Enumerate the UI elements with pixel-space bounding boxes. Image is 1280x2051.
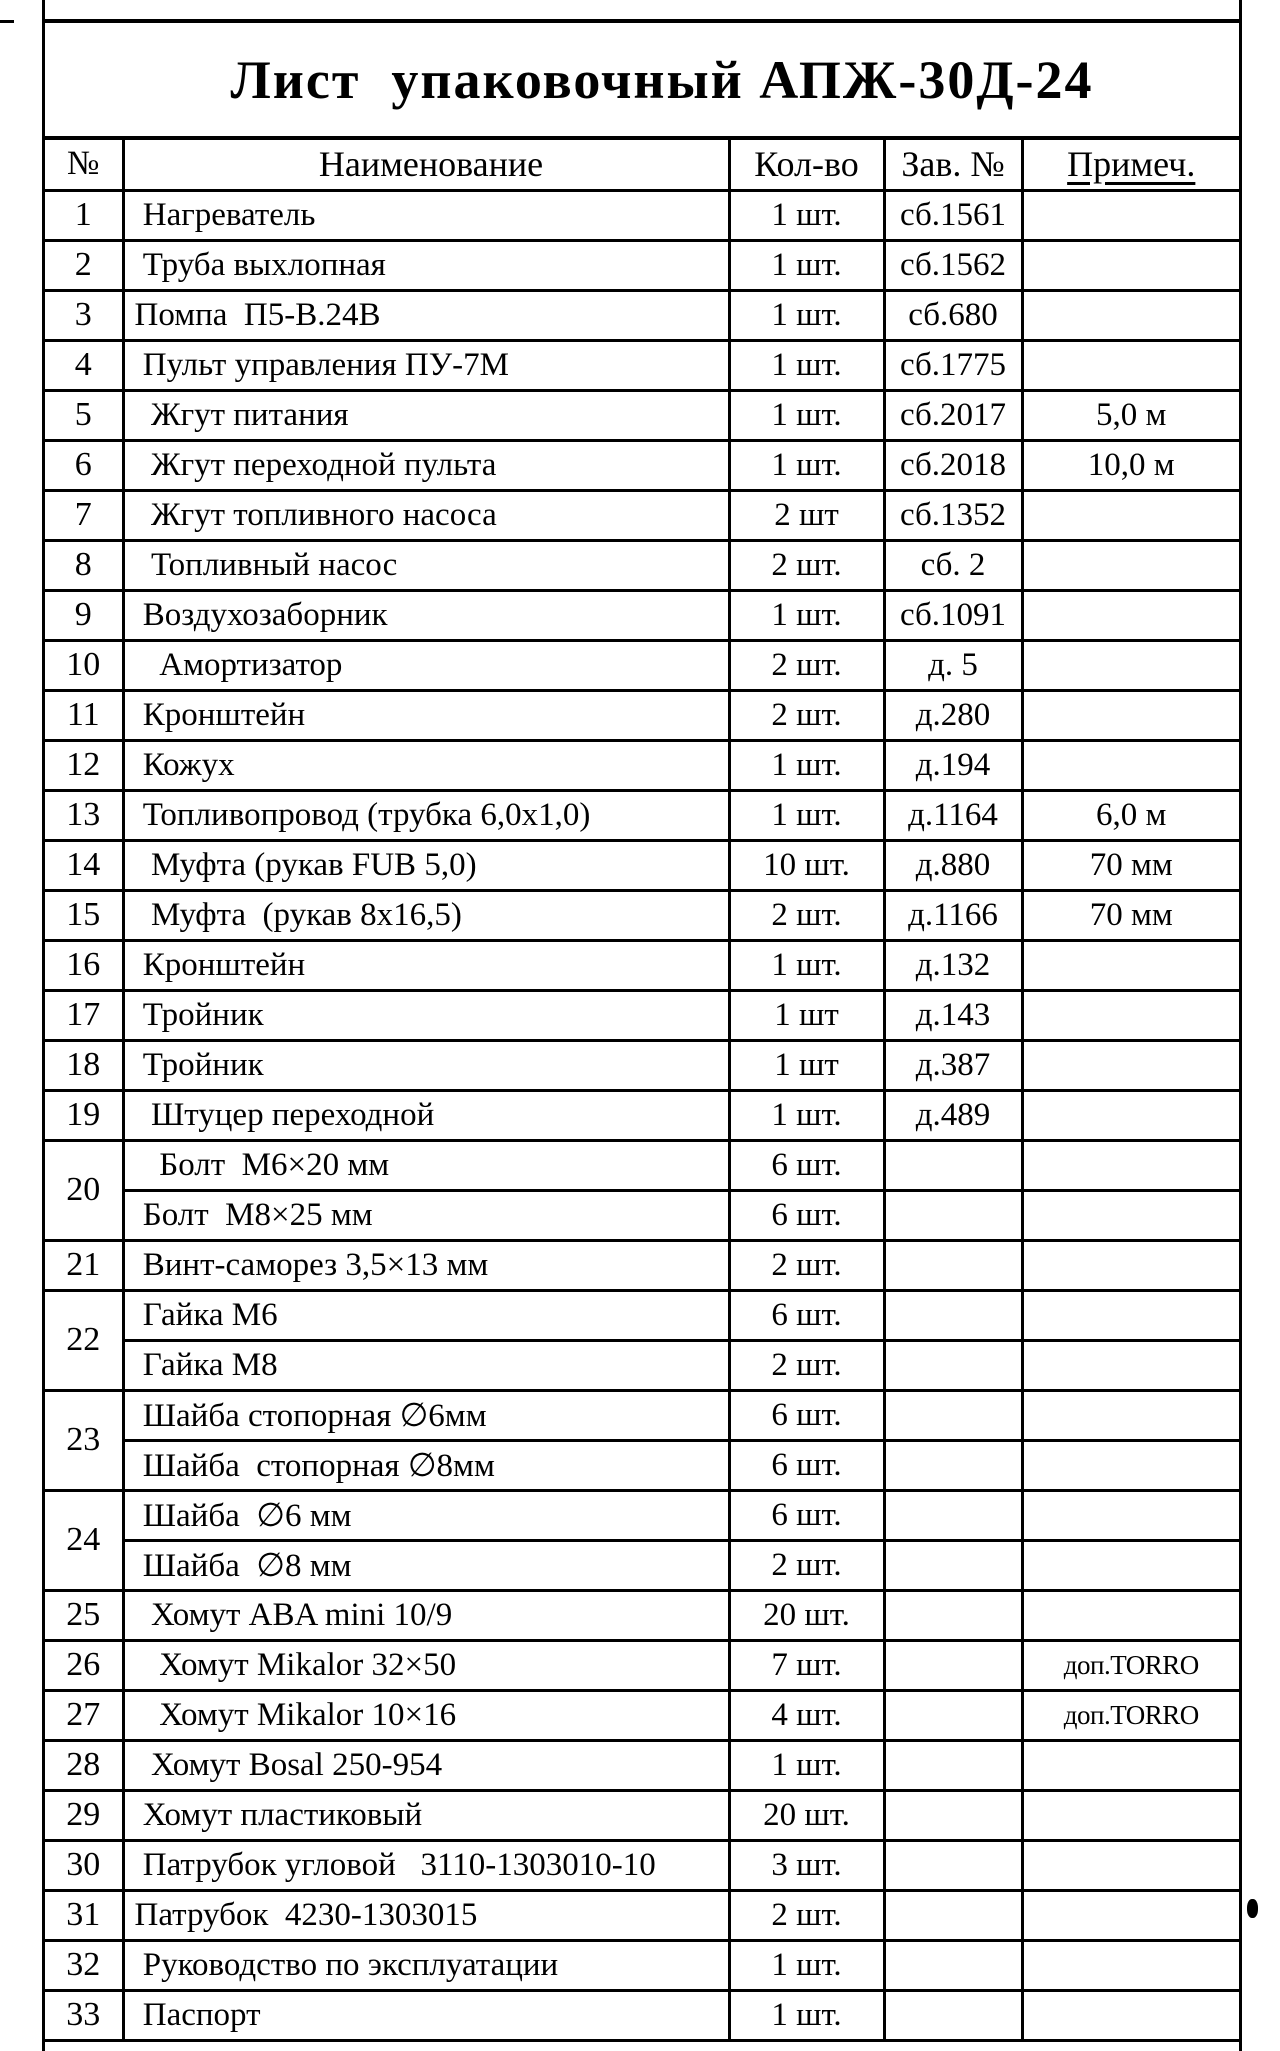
cell-name: Воздухозаборник [123,590,729,640]
table-row [45,1740,1239,1790]
cell-qty: 20 шт. [729,1590,884,1640]
row-number: 7 [45,490,123,540]
cell-name: Хомут ABA mini 10/9 [123,1590,729,1640]
cell-zav [884,1590,1022,1640]
table-subrow [45,1190,1239,1240]
cell-note [1022,1540,1239,1590]
table-row [45,940,1239,990]
cell-note [1022,1140,1239,1190]
cell-note [1022,1590,1239,1640]
cell-qty: 1 шт. [729,390,884,440]
cell-name: Хомут пластиковый [123,1790,729,1840]
row-number: 26 [45,1640,123,1690]
cell-name: Болт М6×20 мм [123,1140,729,1190]
cell-zav: сб.1091 [884,590,1022,640]
col-header-no: № [45,138,123,190]
cell-note [1022,490,1239,540]
cell-note: 6,0 м [1022,790,1239,840]
cell-name: Болт М8×25 мм [123,1190,729,1240]
col-header-qty: Кол-во [729,138,884,190]
row-number: 3 [45,290,123,340]
cell-note [1022,640,1239,690]
cell-zav: сб.1561 [884,190,1022,240]
cell-zav: д.489 [884,1090,1022,1140]
cell-note: 70 мм [1022,890,1239,940]
table-row [45,690,1239,740]
table-row [45,440,1239,490]
cell-name: Хомут Bosal 250-954 [123,1740,729,1790]
row-number: 27 [45,1690,123,1740]
table-row [45,1690,1239,1740]
col-header-name: Наименование [123,138,729,190]
cell-zav [884,1540,1022,1590]
cell-note [1022,540,1239,590]
table-row [45,1640,1239,1690]
cell-name: Патрубок угловой 3110-1303010-10 [123,1840,729,1890]
cell-qty: 1 шт. [729,1990,884,2040]
row-number: 9 [45,590,123,640]
cell-qty: 2 шт. [729,640,884,690]
cell-qty: 1 шт. [729,940,884,990]
row-number: 13 [45,790,123,840]
table-row [45,640,1239,690]
cell-note [1022,1940,1239,1990]
cell-zav [884,1790,1022,1840]
cell-note [1022,1440,1239,1490]
cell-name: Хомут Mikalor 10×16 [123,1690,729,1740]
table-row [45,1040,1239,1090]
top-border-strip [45,0,1239,23]
cell-qty: 6 шт. [729,1290,884,1340]
cell-name: Муфта (рукав 8х16,5) [123,890,729,940]
cell-zav: д.880 [884,840,1022,890]
cell-qty: 6 шт. [729,1440,884,1490]
row-number: 30 [45,1840,123,1890]
cell-name: Гайка М6 [123,1290,729,1340]
cell-name: Нагреватель [123,190,729,240]
cell-name: Топливопровод (трубка 6,0х1,0) [123,790,729,840]
cell-zav: д.280 [884,690,1022,740]
document-sheet [42,0,1242,2051]
row-number: 29 [45,1790,123,1840]
cell-name: Шайба ∅6 мм [123,1490,729,1540]
cell-note [1022,1390,1239,1440]
table-row [45,1140,1239,1190]
cell-name: Кожух [123,740,729,790]
cell-qty: 2 шт [729,490,884,540]
scan-speck [1247,1899,1258,1918]
cell-zav [884,1240,1022,1290]
page-title: Лист упаковочный АПЖ-30Д-24 [230,49,1094,110]
cell-zav: сб.680 [884,290,1022,340]
row-number: 8 [45,540,123,590]
cell-note [1022,940,1239,990]
cell-note [1022,190,1239,240]
cell-name: Жгут питания [123,390,729,440]
table-row [45,1840,1239,1890]
row-number: 16 [45,940,123,990]
cell-qty: 4 шт. [729,1690,884,1740]
cell-zav [884,1190,1022,1240]
cell-note [1022,240,1239,290]
table-row [45,1990,1239,2040]
cell-note [1022,1840,1239,1890]
table-row [45,1590,1239,1640]
cell-zav [884,1640,1022,1690]
table-row [45,240,1239,290]
cell-qty: 1 шт. [729,340,884,390]
row-number: 23 [45,1390,123,1490]
table-row [45,1390,1239,1440]
cell-note [1022,990,1239,1040]
table-row [45,1490,1239,1540]
cell-note: 70 мм [1022,840,1239,890]
cell-zav [884,1690,1022,1740]
cell-zav: д. 5 [884,640,1022,690]
cell-qty: 1 шт. [729,190,884,240]
cell-qty: 1 шт. [729,790,884,840]
cell-name: Жгут топливного насоса [123,490,729,540]
cell-zav [884,1490,1022,1540]
table-row [45,290,1239,340]
cell-name: Тройник [123,990,729,1040]
cell-name: Шайба стопорная ∅6мм [123,1390,729,1440]
cell-qty: 6 шт. [729,1190,884,1240]
table-row [45,1240,1239,1290]
cell-name: Амортизатор [123,640,729,690]
row-number: 28 [45,1740,123,1790]
cell-name: Кронштейн [123,940,729,990]
cell-qty: 2 шт. [729,1340,884,1390]
row-number: 32 [45,1940,123,1990]
cell-zav [884,1140,1022,1190]
cell-qty: 1 шт. [729,1090,884,1140]
cell-qty: 2 шт. [729,890,884,940]
cell-name: Шайба ∅8 мм [123,1540,729,1590]
cell-note [1022,690,1239,740]
cell-zav [884,1890,1022,1940]
cell-name: Винт-саморез 3,5×13 мм [123,1240,729,1290]
cell-zav: сб.2018 [884,440,1022,490]
row-number: 6 [45,440,123,490]
cell-qty: 1 шт. [729,290,884,340]
cell-name: Паспорт [123,1990,729,2040]
cell-name: Штуцер переходной [123,1090,729,1140]
cell-zav: сб. 2 [884,540,1022,590]
cell-zav [884,1990,1022,2040]
header-row [45,138,1239,190]
cell-qty: 2 шт. [729,690,884,740]
row-number: 17 [45,990,123,1040]
cell-name: Топливный насос [123,540,729,590]
cell-qty: 6 шт. [729,1490,884,1540]
cell-name: Гайка М8 [123,1340,729,1390]
table-subrow [45,1440,1239,1490]
cell-name: Кронштейн [123,690,729,740]
row-number: 2 [45,240,123,290]
table-row [45,590,1239,640]
cell-qty: 2 шт. [729,1240,884,1290]
cell-zav [884,1290,1022,1340]
cell-note [1022,1040,1239,1090]
row-number: 10 [45,640,123,690]
row-number: 4 [45,340,123,390]
table-subrow [45,1540,1239,1590]
cell-name: Пульт управления ПУ-7М [123,340,729,390]
row-number: 5 [45,390,123,440]
table-body [45,190,1239,2040]
cell-note [1022,1190,1239,1240]
cell-zav [884,1340,1022,1390]
cell-qty: 2 шт. [729,1540,884,1590]
row-number: 20 [45,1140,123,1240]
row-number: 24 [45,1490,123,1590]
cell-note [1022,1240,1239,1290]
cell-qty: 3 шт. [729,1840,884,1890]
cell-note [1022,1090,1239,1140]
packing-table [45,136,1239,2042]
cell-note [1022,340,1239,390]
cell-zav: д.1164 [884,790,1022,840]
cell-zav [884,1940,1022,1990]
table-row [45,1890,1239,1940]
cell-note [1022,1790,1239,1840]
cell-qty: 1 шт [729,990,884,1040]
table-row [45,1290,1239,1340]
cell-qty: 10 шт. [729,840,884,890]
row-number: 18 [45,1040,123,1090]
cell-qty: 2 шт. [729,540,884,590]
cell-zav: сб.1562 [884,240,1022,290]
cell-note: доп.TORRO [1022,1690,1239,1740]
cell-zav: сб.1775 [884,340,1022,390]
cell-zav: д.387 [884,1040,1022,1090]
cell-qty: 1 шт. [729,440,884,490]
row-number: 25 [45,1590,123,1640]
cell-note: 10,0 м [1022,440,1239,490]
cell-zav: д.132 [884,940,1022,990]
cell-qty: 1 шт [729,1040,884,1090]
cell-note [1022,1990,1239,2040]
cell-name: Муфта (рукав FUB 5,0) [123,840,729,890]
row-number: 12 [45,740,123,790]
table-row [45,190,1239,240]
cell-qty: 1 шт. [729,590,884,640]
cell-zav: д.194 [884,740,1022,790]
cell-note: 5,0 м [1022,390,1239,440]
cell-zav: сб.1352 [884,490,1022,540]
cell-note [1022,740,1239,790]
cell-name: Хомут Mikalor 32×50 [123,1640,729,1690]
cell-qty: 20 шт. [729,1790,884,1840]
cell-note [1022,290,1239,340]
table-row [45,540,1239,590]
table-row [45,740,1239,790]
row-number: 22 [45,1290,123,1390]
cell-qty: 1 шт. [729,240,884,290]
cell-zav: д.1166 [884,890,1022,940]
cell-note [1022,1340,1239,1390]
cell-qty: 6 шт. [729,1140,884,1190]
row-number: 14 [45,840,123,890]
cell-zav [884,1440,1022,1490]
table-row [45,840,1239,890]
table-row [45,990,1239,1040]
cell-note [1022,1290,1239,1340]
cell-qty: 1 шт. [729,1740,884,1790]
cell-zav: д.143 [884,990,1022,1040]
cell-name: Шайба стопорная ∅8мм [123,1440,729,1490]
table-row [45,1940,1239,1990]
row-number: 31 [45,1890,123,1940]
table-row [45,790,1239,840]
cell-note [1022,1490,1239,1540]
row-number: 19 [45,1090,123,1140]
table-row [45,890,1239,940]
cell-name: Руководство по эксплуатации [123,1940,729,1990]
cell-zav [884,1840,1022,1890]
cell-qty: 7 шт. [729,1640,884,1690]
row-number: 15 [45,890,123,940]
row-number: 11 [45,690,123,740]
cell-name: Патрубок 4230-1303015 [123,1890,729,1940]
cell-zav: сб.2017 [884,390,1022,440]
table-subrow [45,1340,1239,1390]
cell-note [1022,590,1239,640]
cell-note [1022,1890,1239,1940]
cell-note [1022,1740,1239,1790]
table-row [45,1790,1239,1840]
cell-note: доп.TORRO [1022,1640,1239,1690]
cell-name: Помпа П5-В.24В [123,290,729,340]
cell-qty: 6 шт. [729,1390,884,1440]
cell-zav [884,1740,1022,1790]
table-row [45,340,1239,390]
fold-mark [0,20,14,23]
cell-zav [884,1390,1022,1440]
cell-qty: 1 шт. [729,740,884,790]
cell-qty: 1 шт. [729,1940,884,1990]
row-number: 21 [45,1240,123,1290]
cell-name: Труба выхлопная [123,240,729,290]
cell-name: Жгут переходной пульта [123,440,729,490]
row-number: 1 [45,190,123,240]
table-row [45,390,1239,440]
col-header-note: Примеч. [1022,138,1239,190]
cell-name: Тройник [123,1040,729,1090]
title-block [45,23,1239,136]
col-header-zav: Зав. № [884,138,1022,190]
table-row [45,1090,1239,1140]
table-row [45,490,1239,540]
row-number: 33 [45,1990,123,2040]
cell-qty: 2 шт. [729,1890,884,1940]
